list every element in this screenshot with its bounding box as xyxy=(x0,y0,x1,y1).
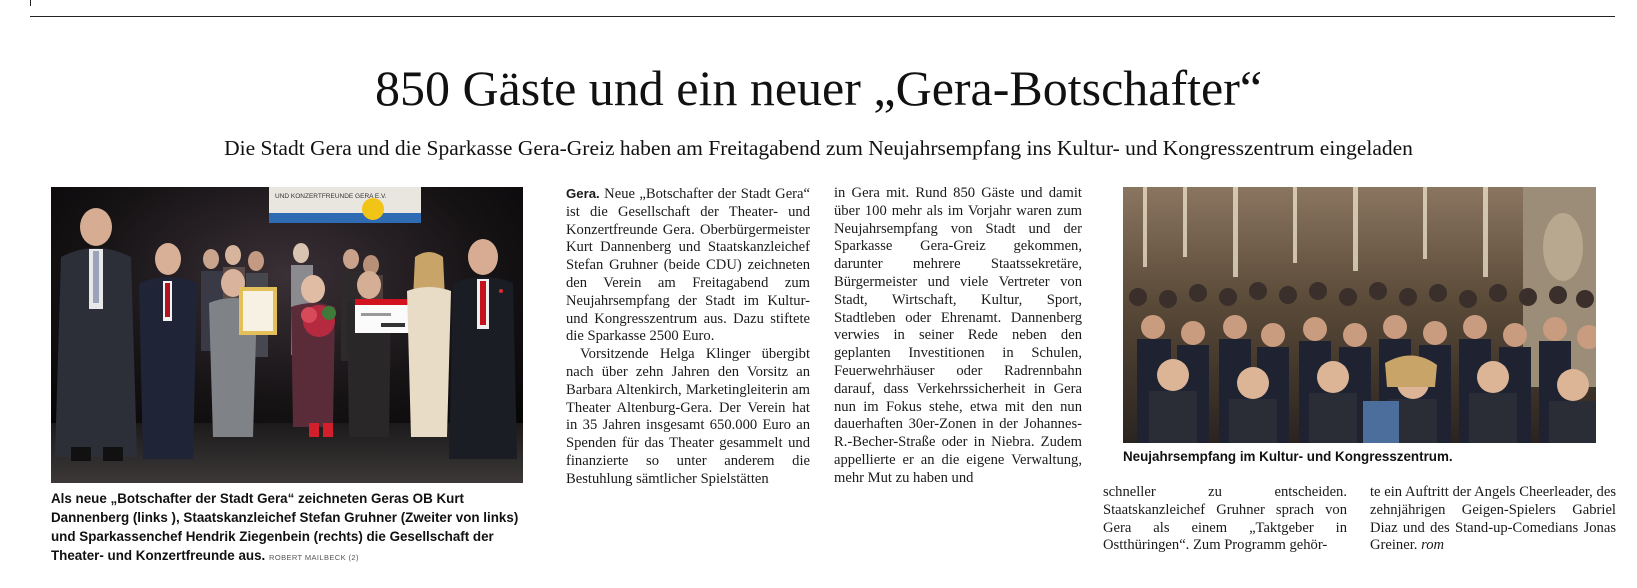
article-paragraph-4: schneller zu entscheiden. Staatskanzleichef Gruhner sprach von Gera als einem „Taktgeber in Ostthüringen“. Zum Programm gehör- xyxy=(1103,484,1347,554)
stage-banner-text: UND KONZERTFREUNDE GERA E.V. xyxy=(275,193,387,200)
photo-credit: ROBERT MAILBECK (2) xyxy=(269,553,359,562)
author-signature: rom xyxy=(1421,537,1445,554)
caption-text-right: Neujahrsempfang im Kultur- und Kongresszentrum. xyxy=(1123,449,1453,464)
section-rule xyxy=(30,16,1615,17)
article-column-2 xyxy=(834,185,1082,488)
article-headline: 850 Gäste und ein neuer „Gera-Botschafter“ xyxy=(374,60,1263,116)
caption-text: Als neue „Botschafter der Stadt Gera“ zeichneten Geras OB Kurt Dannenberg (links ), Staatskanzleichef Stefan Gruhner (Zweiter von links) und Sparkassenchef Hendrik Ziegenbein (rechts) die Gesellschaft der Theater- und Konzertfreunde aus. xyxy=(51,491,519,563)
article-column-3 xyxy=(1103,484,1347,555)
article-paragraph-2: Vorsitzende Helga Klinger übergibt nach über zehn Jahren den Vorsitz an Barbara Altenkirch, Marketingleiterin am Theater Altenburg-Gera. Der Verein hat in 35 Jahren insgesamt 650.000 Euro an Spenden für das Theater gesammelt und finanzierte so unter anderem die Bestuhlung sämtlicher Spielstätten xyxy=(566,346,810,487)
article-paragraph-3: in Gera mit. Rund 850 Gäste und damit über 100 mehr als im Vorjahr waren zum Neujahrsempfang von Stadt und der Sparkasse Gera-Greiz gekommen, darunter mehrere Staatssekretäre, Bürgermeister und viele Vertreter von Stadt, Wirtschaft, Kultur, Sport, Stadtleben oder Ehrenamt. Dannenberg verwies in seiner Rede neben den geplanten Investitionen in Schulen, Feuerwehrhäuser oder Radrennbahn darauf, dass Verkehrssicherheit in Gera nun im Fokus stehe, etwa mit den nun dauerhaften 30er-Zonen in der Johannes-R.-Becher-Straße oder in Niebra. Zudem appellierte er an die eigene Verwaltung, mehr Mut zu haben und xyxy=(834,185,1082,486)
award-ceremony-photo xyxy=(51,187,523,483)
photo-caption-left xyxy=(51,489,529,567)
article-column-1 xyxy=(566,185,810,489)
article-subheadline: Die Stadt Gera und die Sparkasse Gera-Greiz haben am Freitagabend zum Neujahrsempfang ins Kultur- und Kongresszentrum eingeladen xyxy=(224,136,1413,160)
article-dateline: Gera. xyxy=(566,186,600,201)
photo-caption-right xyxy=(1123,447,1603,466)
award-ceremony-image xyxy=(51,187,523,483)
page-edge-tick xyxy=(30,0,31,6)
reception-crowd-image xyxy=(1123,187,1596,443)
reception-crowd-photo xyxy=(1123,187,1596,443)
article-column-4 xyxy=(1370,484,1616,555)
article-paragraph-5: te ein Auftritt der Angels Cheerleader, des zehnjährigen Geigen-Spielers Gabriel Diaz und des Stand-up-Comedians Jonas Greiner. xyxy=(1370,484,1616,554)
article-lead-text: Neue „Botschafter der Stadt Gera“ ist die Gesellschaft der Theater- und Konzertfreunde Gera. Oberbürgermeister Kurt Dannenberg und Staatskanzleichef Stefan Gruhner (beide CDU) zeichneten den Verein am Freitagabend zum Neujahrsempfang der Stadt im Kultur- und Kongresszentrum aus. Dazu stiftete die Sparkasse 2500 Euro. xyxy=(566,186,810,345)
